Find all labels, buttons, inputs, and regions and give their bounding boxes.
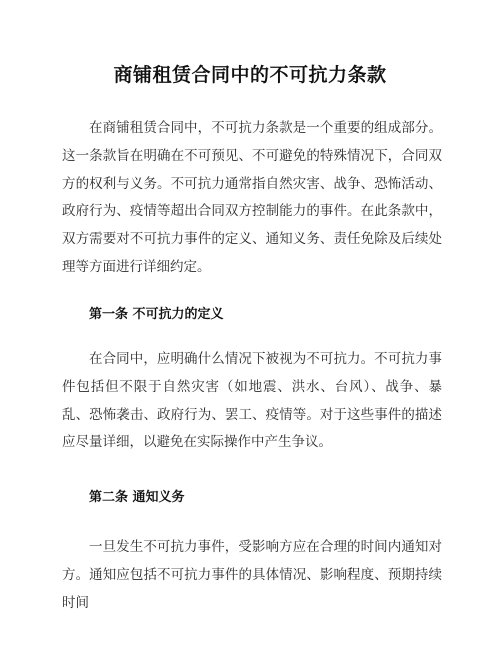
section-heading-notification: 第二条 通知义务 <box>89 490 185 505</box>
document-title: 商铺租赁合同中的不可抗力条款 <box>113 64 387 86</box>
intro-paragraph: 在商铺租赁合同中，不可抗力条款是一个重要的组成部分。这一条款旨在明确在不可预见、不可避免的特殊情况下，合同双方的权利与义务。不可抗力通常指自然灾害、战争、恐怖活动、政府行为、疫情等超出合同双方控制能力的事件。在此条款中，双方需要对不可抗力事件的定义、通知义务、责任免除及后续处理等方面进行详细约定。 <box>62 120 442 275</box>
section-body-notification: 一旦发生不可抗力事件，受影响方应在合理的时间内通知对方。通知应包括不可抗力事件的具体情况、影响程度、预期持续时间 <box>62 539 442 611</box>
section-body-definition: 在合同中，应明确什么情况下被视为不可抗力。不可抗力事件包括但不限于自然灾害（如地震、洪水、台风）、战争、暴乱、恐怖袭击、政府行为、罢工、疫情等。对于这些事件的描述应尽量详细，以避免在实际操作中产生争议。 <box>62 351 442 451</box>
section-heading-definition: 第一条 不可抗力的定义 <box>89 307 224 322</box>
